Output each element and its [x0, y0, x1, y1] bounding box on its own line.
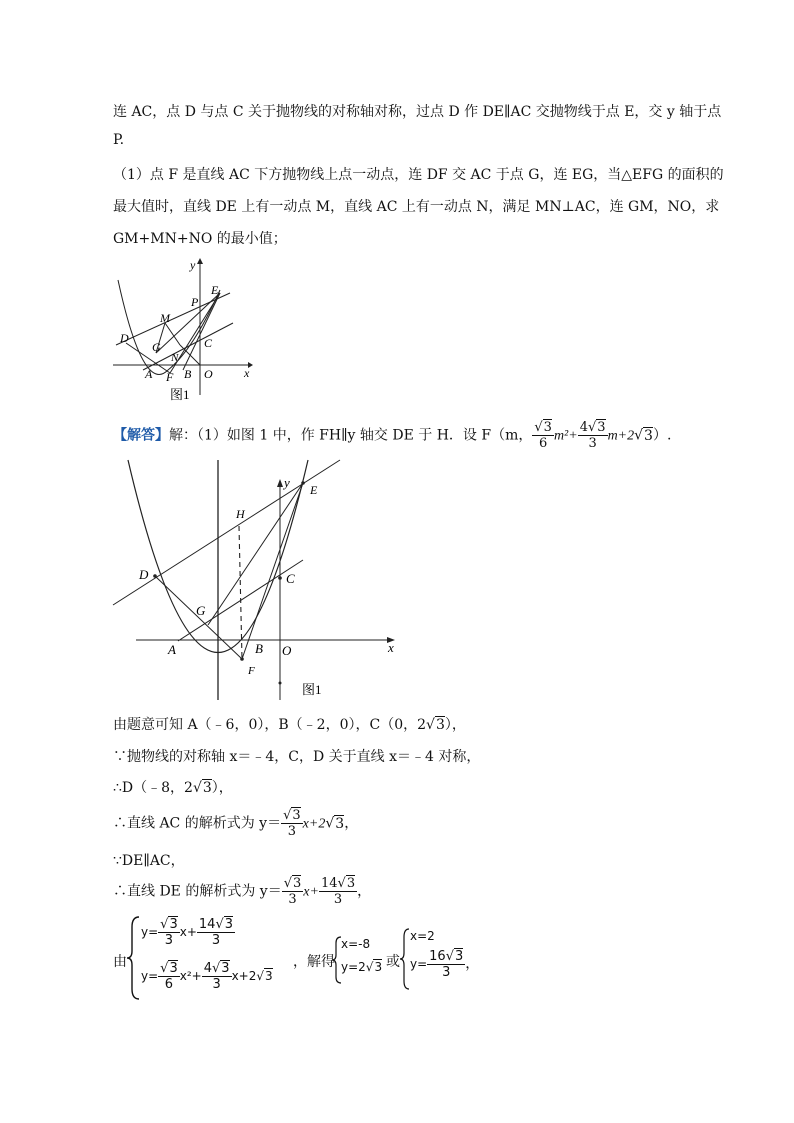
equation-system: 由 y= $\frac{√3}{3}$ x+ $\frac{14√3}{3}$ y= $\frac{√3}{6}$ x²+ $\frac{4√3}{3}$ x+2√3 ，解得 x=-8 y=2√3 或 x=2 y= $\frac{16√3}{3}$ ， [113, 915, 513, 1005]
answer-m-plus: m+2 [607, 428, 635, 444]
large-label-E: E [310, 483, 318, 497]
large-figure-caption: 图1 [302, 682, 322, 697]
question-line-2: 最大值时，直线 DE 上有一动点 M，直线 AC 上有一动点 N，满足 MN⊥AC，连 GM，NO，求 [113, 199, 720, 215]
problem-line-1: 连 AC，点 D 与点 C 关于抛物线的对称轴对称，过点 D 作 DE∥AC 交抛物线于点 E，交 y 轴于点 [113, 104, 722, 120]
small-label-y: y [190, 258, 196, 272]
large-figure [108, 455, 408, 705]
small-label-A: A [145, 367, 153, 381]
step-6: ∴直线 DE 的解析式为 y＝ $\frac{√3}{3}$ x+ $\frac{14√3}{3}$ ， [113, 876, 372, 907]
small-label-O: O [204, 367, 213, 381]
large-label-H: H [236, 507, 245, 521]
answer-text-1: 解：（1）如图 1 中，作 FH∥y 轴交 DE 于 H．设 F（m， [169, 427, 533, 444]
large-label-A: A [168, 642, 176, 657]
answer-tag: 【解答】 [113, 427, 169, 444]
small-label-E: E [211, 283, 219, 297]
answer-m2: m²+ [553, 428, 578, 444]
problem-line-2: P. [113, 132, 125, 148]
small-label-B: B [184, 367, 192, 381]
step-5: ∵DE∥AC， [113, 853, 185, 869]
answer-end: ）. [652, 427, 672, 444]
step-1: 由题意可知 A（﹣6，0），B（﹣2，0），C（0，2√3）， [113, 717, 466, 733]
small-label-N: N [171, 352, 179, 364]
small-label-P: P [191, 295, 199, 309]
small-label-M: M [160, 311, 170, 325]
small-label-F: F [166, 370, 174, 384]
small-label-C: C [204, 336, 213, 350]
large-label-F: F [248, 665, 255, 677]
large-label-G: G [196, 603, 206, 618]
large-label-y: y [284, 475, 290, 490]
small-label-x: x [244, 366, 250, 380]
fraction-sqrt3-over-6: $\frac{√3}{6}$ [534, 420, 552, 451]
small-label-G: G [152, 340, 161, 354]
large-label-C: C [286, 571, 295, 586]
small-figure-caption: 图1 [170, 387, 190, 402]
step-3: ∴D（﹣8，2√3）， [113, 780, 233, 796]
step-2: ∵抛物线的对称轴 x＝﹣4，C，D 关于直线 x＝﹣4 对称， [113, 749, 481, 765]
small-figure [108, 255, 258, 405]
question-line-1: （1）点 F 是直线 AC 下方抛物线上点一动点，连 DF 交 AC 于点 G，连 EG，当△EFG 的面积的 [113, 167, 724, 183]
large-label-B: B [255, 641, 263, 656]
step-4: ∴直线 AC 的解析式为 y＝ $\frac{√3}{3}$ x+2√3， [113, 808, 359, 839]
large-label-D: D [139, 567, 149, 582]
large-label-x: x [388, 640, 394, 655]
answer-line: 【解答】解：（1）如图 1 中，作 FH∥y 轴交 DE 于 H．设 F（m， $\frac{√3}{6}$ m²+ $\frac{4√3}{3}$ m+2√3）. [113, 420, 672, 451]
question-line-3: GM+MN+NO 的最小值； [113, 231, 287, 247]
small-label-D: D [120, 331, 129, 345]
fraction-4sqrt3-over-3: $\frac{4√3}{3}$ [579, 420, 606, 451]
large-label-O: O [282, 643, 292, 658]
